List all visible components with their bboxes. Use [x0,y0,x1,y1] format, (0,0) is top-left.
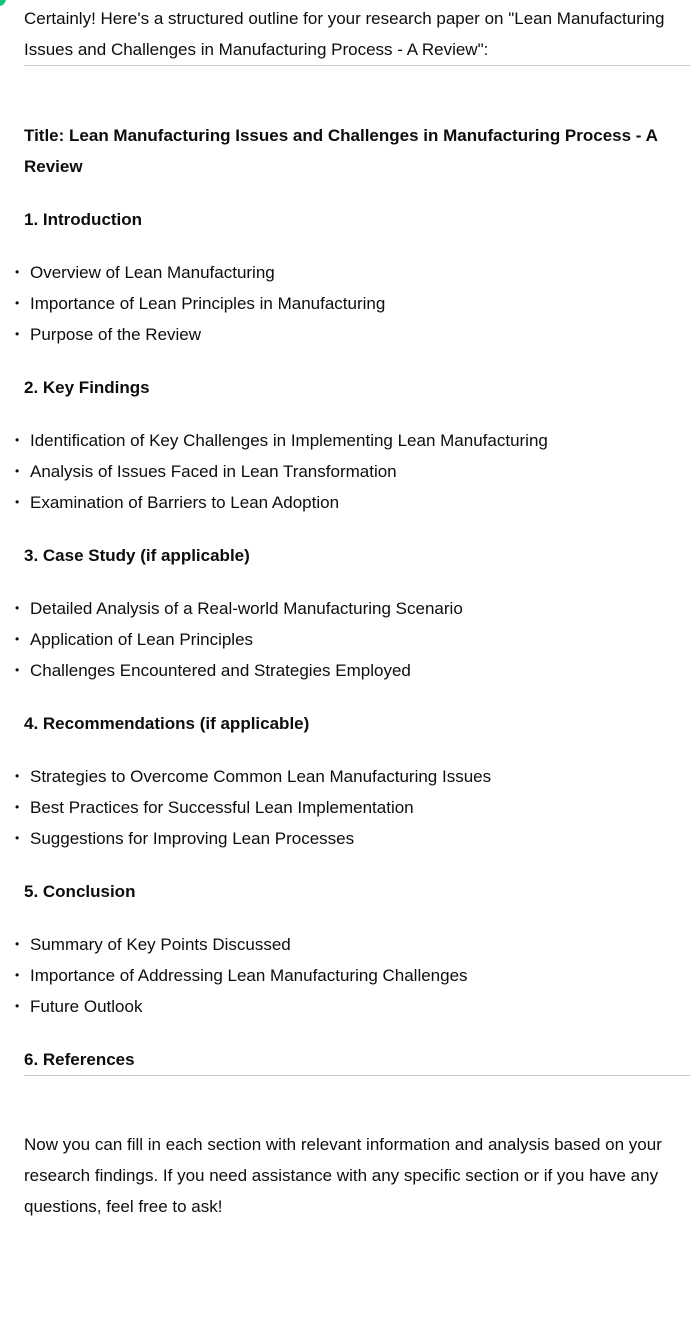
bullet-icon: • [15,601,20,615]
divider [24,1075,690,1076]
list-item [15,319,690,350]
list-item-text: Analysis of Issues Faced in Lean Transformation [30,462,397,481]
bullet-icon: • [15,265,20,279]
list-item [15,655,690,686]
list-item [15,991,690,1022]
outline-section [24,1044,690,1075]
list-item-text: Overview of Lean Manufacturing [30,263,275,282]
list-item [15,487,690,518]
list-item-text: Identification of Key Challenges in Implementing Lean Manufacturing [30,431,548,450]
bullet-list [15,425,690,518]
list-item [15,288,690,319]
list-item-text: Purpose of the Review [30,325,202,344]
bullet-icon: • [15,831,20,845]
list-item-text: Best Practices for Successful Lean Implementation [30,798,414,817]
outline-section [15,372,690,518]
bullet-icon: • [15,464,20,478]
section-heading: 6. References [24,1050,135,1069]
assistant-message [15,3,690,1222]
list-item-text: Importance of Lean Principles in Manufacturing [30,294,386,313]
bullet-icon: • [15,800,20,814]
list-item [15,425,690,456]
list-item [15,593,690,624]
outline-title: Title: Lean Manufacturing Issues and Challenges in Manufacturing Process - A Review [24,126,658,176]
outline-section [15,708,690,854]
list-item [15,624,690,655]
bullet-list [15,929,690,1022]
bullet-list [15,257,690,350]
list-item-text: Application of Lean Principles [30,630,254,649]
section-heading: 5. Conclusion [24,882,136,901]
list-item [15,960,690,991]
list-item [15,257,690,288]
list-item-text: Importance of Addressing Lean Manufacturing Challenges [30,966,468,985]
bullet-icon: • [15,433,20,447]
section-heading: 4. Recommendations (if applicable) [24,714,310,733]
bullet-icon: • [15,968,20,982]
list-item-text: Suggestions for Improving Lean Processes [30,829,355,848]
list-item-text: Summary of Key Points Discussed [30,935,291,954]
message-closing: Now you can fill in each section with relevant information and analysis based on your research findings. If you need assistance with any specific section or if you have any questions, feel free to ask! [24,1135,662,1216]
section-heading: 3. Case Study (if applicable) [24,546,250,565]
list-item [15,761,690,792]
list-item [15,823,690,854]
section-heading: 2. Key Findings [24,378,150,397]
bullet-icon: • [15,663,20,677]
outline-sections [15,204,690,1075]
list-item-text: Detailed Analysis of a Real-world Manufacturing Scenario [30,599,463,618]
list-item-text: Strategies to Overcome Common Lean Manufacturing Issues [30,767,492,786]
list-item [15,929,690,960]
list-item [15,456,690,487]
divider [24,65,690,66]
list-item [15,792,690,823]
bullet-list [15,761,690,854]
outline-section [15,204,690,350]
list-item-text: Future Outlook [30,997,143,1016]
bullet-icon: • [15,495,20,509]
outline-section [15,876,690,1022]
section-heading: 1. Introduction [24,210,143,229]
bullet-icon: • [15,327,20,341]
bullet-icon: • [15,296,20,310]
bullet-icon: • [15,937,20,951]
list-item-text: Challenges Encountered and Strategies Employed [30,661,411,680]
outline-section [15,540,690,686]
message-intro: Certainly! Here's a structured outline for your research paper on "Lean Manufacturing Issues and Challenges in Manufacturing Process - A Review": [24,9,665,59]
bullet-icon: • [15,769,20,783]
list-item-text: Examination of Barriers to Lean Adoption [30,493,340,512]
assistant-avatar [0,0,6,6]
bullet-icon: • [15,999,20,1013]
bullet-list [15,593,690,686]
bullet-icon: • [15,632,20,646]
